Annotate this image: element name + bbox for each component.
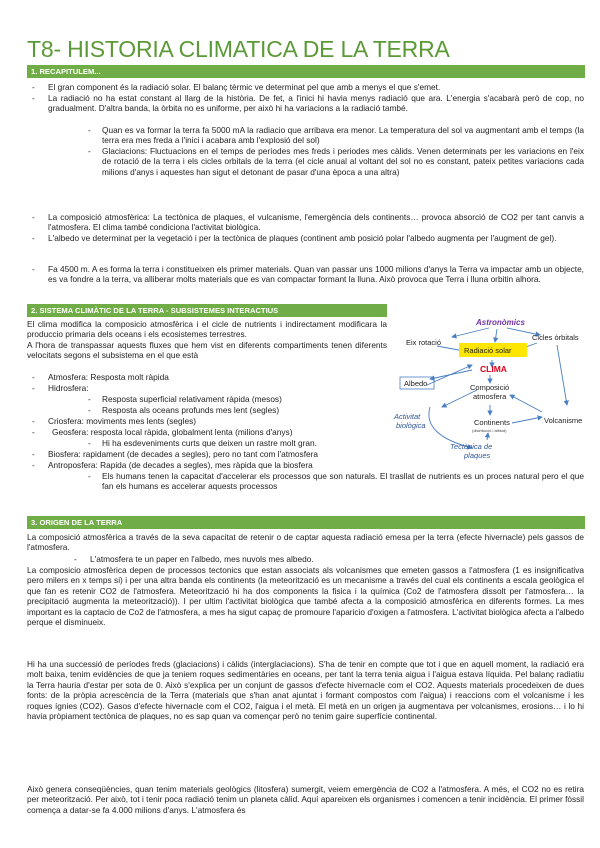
paragraph: La composicio atmosfèrica depen de processos tectonics que estan associats als volcanismes que emeten gassos a l'atmosfera (1 es insignificativa pero milers en x temps si) i per una altra banda els continents (la meteorització es un mecanisme a través del cual els continents a escala geològica el que fan es retenir CO2 de l'atmosfera. Meteorització hi ha dos components la fisica i la química (Co2 de l'atmosfera dissolt per l'atmosfera… la precipitació augmenta la meteorització)). I per ultim l'activitat biològica que també afecta a la composició atmosfèrica en diferents formes. La mes important es la captacio de Co2 de l'atmosfera, a mes ha sigut capaç de promoure l'aparicio d'oxigen a l'atmosfera. L'activitat biològica afecta a l'albedo perque el disminueix. [27, 565, 584, 628]
bullet-dash: - [88, 394, 91, 404]
paragraph: Glaciacions: Fluctuacions en el temps de períodes mes freds i periodes mes càlids. Venen determinats per les variacions en l'eix de rotació de la terra i els cicles orbitals de la terra (el cicle anual al voltant del sol no es constant, pateix petites variacions cada milions d'anys i aquestes han sigut el detonant de pasar d'una època a una altra) [102, 146, 584, 177]
bullet-dash: - [32, 449, 35, 459]
diagram-label-atmosfera: atmosfera [473, 392, 507, 401]
paragraph: Quan es va formar la terra fa 5000 mA la radiacio que arribava era menor. La temperatura del sol va augmentant amb el temps (la terra era mes freda a l'inici i acabara amb l'explosió del sol) [102, 125, 584, 146]
diagram-label-cicles-orbitals: Cicles òrbitals [532, 333, 579, 342]
list-item: Atmosfera: Resposta molt ràpida [48, 372, 169, 382]
section-header-recapitulem: 1. RECAPITULEM... [27, 65, 585, 78]
diagram-label-albedo: Albedo [404, 379, 428, 388]
diagram-label-radiacio-solar: Radiació solar [464, 346, 512, 355]
page-title: T8- HISTORIA CLIMATICA DE LA TERRA [27, 36, 450, 62]
diagram-label-astronomics: Astronòmics [476, 318, 525, 327]
bullet-dash: - [32, 82, 35, 92]
diagram-label-biologica: biològica [396, 421, 426, 430]
diagram-label-tectonica: Tectònica de [450, 442, 493, 451]
list-item: Hidrosfera: [48, 383, 89, 393]
bullet-dash: - [32, 264, 35, 274]
paragraph: A l'hora de transpassar aquests fluxes que hem vist en diferents compartiments tenen diferents velocitats segons el subsistema en el que està [27, 340, 387, 361]
list-item: Antroposfera: Rapida (de decades a segles), mes ràpida que la biosfera [48, 460, 313, 470]
diagram-label-continents: Continents [474, 418, 510, 427]
section-header-origen-terra: 3. ORIGEN DE LA TERRA [27, 516, 585, 529]
list-item: Criosfera: moviments mes lents (segles) [48, 416, 197, 426]
section-header-sistema-climatic: 2. SISTEMA CLIMÀTIC DE LA TERRA - SUBSISTEMES INTERACTIUS [27, 304, 387, 317]
diagram-label-eix-rotacio: Eix rotació [406, 338, 442, 347]
paragraph: L'albedo ve determinat per la vegetació i per la tectònica de plaques (continent amb posició polar l'albedo augmenta per l'augment de gel). [48, 233, 557, 243]
list-item: Biosfera: rapidament (de decades a segles), pero no tant com l'atmosfera [48, 449, 318, 459]
paragraph: L'atmosfera te un paper en l'albedo, mes nuvols mes albedo. [90, 554, 314, 564]
bullet-dash: - [32, 212, 35, 222]
bullet-dash: - [32, 460, 35, 470]
paragraph: Hi ha una successió de períodes freds (glaciacions) i càlids (interglaciacions). S'ha de tenir en compte que tot i que en aquell moment, la radiació era molt baixa, tenim evidències de que ja teniem roques sedimentàries en oceans, per tant la terra tenia aigua i l'aigua estava líquida. Pel balanç radiatiu la Terra hauria d'estar per sota de 0. Això s'explica per un conjunt de gassos d'efecte hivernacle com el CO2. Aquests materials procedeixen de dues fonts: de la pròpia acrescència de la Terra (materials que s'han anat ajuntat i formant compostos com l'aigua) i reaccions com el volcanisme i les roques ígnies (CO2). Gasos d'efecte hivernacle com el CO2, l'aigua i el metà. El metà en un origen ja augmentava per volcanismes, erosions… i lo hi havia pròpiament tectònica de plaques, no es sap quan va començar però no tenim gaire superfície continental. [27, 659, 584, 722]
bullet-dash: - [32, 427, 35, 437]
bullet-dash: - [88, 438, 91, 448]
climate-system-diagram [392, 315, 588, 467]
list-item: Geosfera: resposta local ràpida, globalment lenta (milions d'anys) [52, 427, 293, 437]
list-item: Hi ha esdeveniments curts que deixen un rastre molt gran. [102, 438, 317, 448]
bullet-dash: - [32, 93, 35, 103]
bullet-dash: - [32, 416, 35, 426]
bullet-dash: - [74, 554, 77, 564]
paragraph: El clima modifica la composicio atmosfèrica i el cicle de nutrients i indirectament modificara la produccio primaria dels oceans i els ecosistemes terrestres. [27, 319, 387, 340]
diagram-label-distribucio: (distribució i altitud) [472, 428, 507, 433]
paragraph: La composició atmosfèrica a través de la seva capacitat de retenir o de captar aquesta radiació emesa per la terra (efecte hivernacle) pels gassos de l'atmosfera. [27, 532, 584, 553]
diagram-label-clima: CLIMA [480, 364, 507, 374]
bullet-dash: - [88, 405, 91, 415]
paragraph: La composició atmosfèrica: La tectònica de plaques, el vulcanisme, l'emergència dels continents… provoca absorció de CO2 per tant canvis a l'atmosfera. El clima també condiciona l'activitat biològica. [48, 212, 584, 233]
bullet-dash: - [32, 372, 35, 382]
paragraph: La radiació no ha estat constant al llarg de la història. De fet, a l'inici hi havia menys radiació que ara. L'energia s'acabarà però de cop, no gradualment. D'altra banda, la òrbita no es uniforme, per això hi ha variacions a la radiació també. [48, 93, 584, 114]
diagram-label-plaques: plaques [464, 451, 491, 460]
paragraph: Això genera conseqüències, quan tenim materials geològics (litosfera) sumergit, veiem emergència de CO2 a l'atmosfera. A més, el CO2 no es retira per meteorització. Per això, tot i tenir poca radiació tenim un planeta càlid. Aquí apareixen els organismes i comencen a tenir incidència. El primer fòssil comença a datar-se fa 4.000 milions d'anys. L'atmosfera és [27, 784, 584, 815]
paragraph: El gran component és la radiació solar. El balanç tèrmic ve determinat pel que amb a menys el que s'emet. [48, 82, 441, 92]
bullet-dash: - [32, 383, 35, 393]
diagram-label-composicio: Composició [470, 383, 510, 392]
list-item: Resposta als oceans profunds mes lent (segles) [102, 405, 280, 415]
bullet-dash: - [88, 471, 91, 481]
list-item: Resposta superficial relativament ràpida (mesos) [102, 394, 282, 404]
bullet-dash: - [88, 146, 91, 156]
diagram-label-vulcanisme: Volcanisme [544, 416, 583, 425]
paragraph: Fa 4500 m. A es forma la terra i constitueixen els primer materials. Quan van passar uns 1000 milions d'anys la Terra va impactar amb un objecte, es va fondre a la terra, va alliberar molts materials que es van compactar formant la lluna. Això provoca que Terra i lluna orbitin alhora. [48, 264, 584, 285]
bullet-dash: - [88, 125, 91, 135]
bullet-dash: - [32, 233, 35, 243]
list-item: Els humans tenen la capacitat d'accelerar els processos que son naturals. El trasllat de nutrients es un proces natural pero el que fan els humans es accelerar aquests processos [102, 471, 584, 492]
diagram-label-activitat: Activitat [394, 412, 421, 421]
